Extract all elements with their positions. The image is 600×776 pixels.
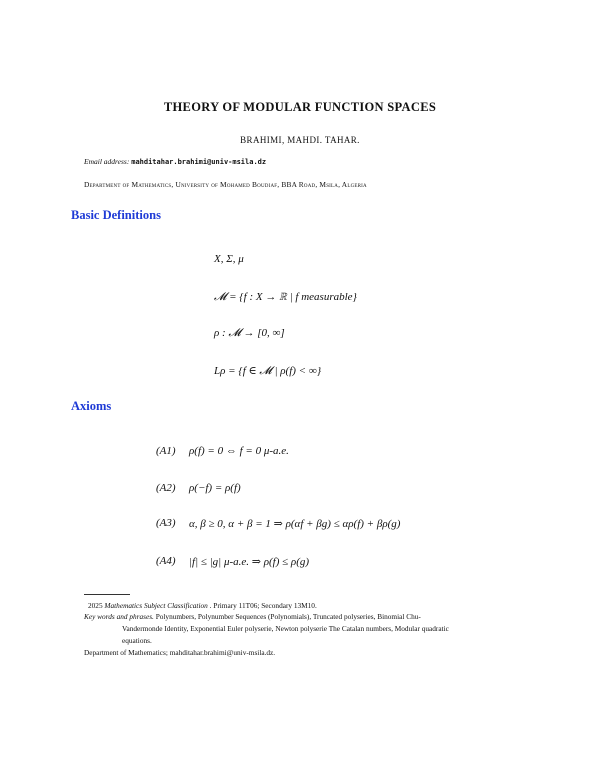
affiliation: Department of Mathematics, University of Mohamed Boudiaf, BBA Road, Msila, Algeria [84,180,367,189]
keywords-line: Polynumbers, Polynumber Sequences (Polynomials), Truncated polyseries, Binomial Chu- [155,612,421,621]
axiom-text: ρ(−f) = ρ(f) [189,482,241,494]
axiom-label: (A2) [156,482,176,494]
definition-modular-space: Lρ = {f ∈ 𝓜 | ρ(f) < ∞} [214,365,322,377]
msc-label: Mathematics Subject Classification [104,601,208,610]
email-line [84,157,266,166]
axiom-text: ρ(f) = 0 ⇔ f = 0 μ-a.e. [189,445,289,457]
keywords-label: Key words and phrases. [84,612,154,621]
axiom-label: (A4) [156,555,176,567]
author-name: BRAHIMI, MAHDI. TAHAR. [240,135,360,145]
email-label: Email address: [84,157,130,166]
keywords-line: Vandermonde Identity, Exponential Euler polyserie, Newton polyserie The Catalan numbers, Modular quadratic [122,624,449,633]
footnote-keywords [84,611,534,647]
section-axioms: Axioms [71,399,112,413]
definition-measurable-set: 𝓜 = {f : X → ℝ | f measurable} [214,291,357,303]
keywords-line: equations. [122,636,152,645]
footnote-rule [84,594,130,595]
paper-title: THEORY OF MODULAR FUNCTION SPACES [163,100,437,114]
footnote-contact: Department of Mathematics; mahditahar.brahimi@univ-msila.dz. [84,648,276,657]
axiom-label: (A3) [156,517,176,529]
axiom-label: (A1) [156,445,176,457]
section-basic-definitions: Basic Definitions [71,208,161,222]
msc-year: 2025 [88,601,103,610]
axiom-text: |f| ≤ |g| μ-a.e. ⇒ ρ(f) ≤ ρ(g) [189,556,310,568]
definition-modular: ρ : 𝓜 → [0, ∞] [214,327,285,339]
axiom-text: α, β ≥ 0, α + β = 1 ⇒ ρ(αf + βg) ≤ αρ(f) + βρ(g) [189,518,401,530]
email-address: mahditahar.brahimi@univ-msila.dz [131,158,267,166]
definition-space: X, Σ, μ [214,253,244,265]
msc-value: . Primary 11T06; Secondary 13M10. [209,601,317,610]
